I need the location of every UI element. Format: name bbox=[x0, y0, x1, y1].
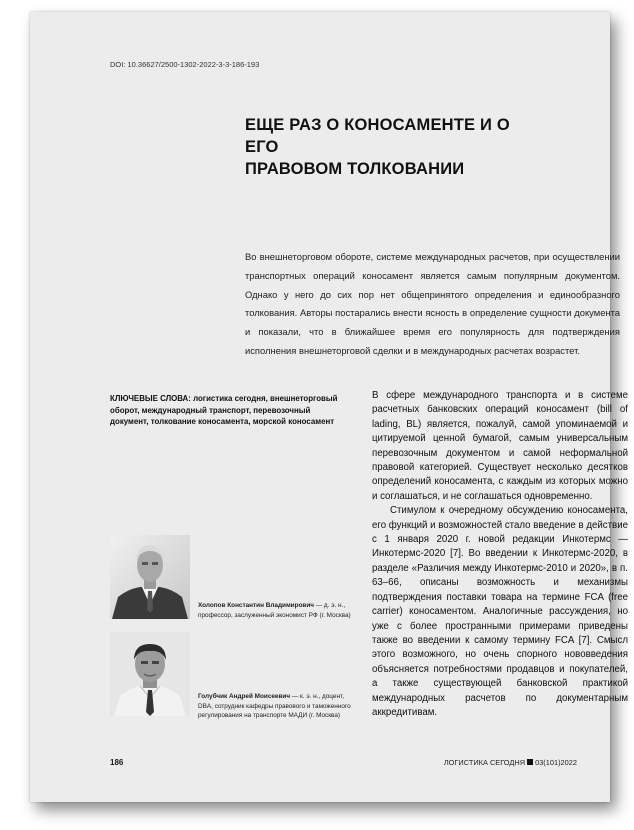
keywords: КЛЮЧЕВЫЕ СЛОВА: логистика сегодня, внешнеторговый оборот, международный транспорт, перевозочный документ, толкование коносамента, морской коносамент bbox=[110, 394, 338, 427]
article-title bbox=[245, 114, 545, 180]
author-photo-2 bbox=[110, 632, 190, 716]
author-photo-1 bbox=[110, 535, 190, 619]
footer-issue: 03(101)2022 bbox=[535, 758, 577, 767]
body-paragraph-1: В сфере международного транспорта и в системе расчетных банковских операций коносамент (bill of lading, BL) является, пожалуй, самой упоминаемой и цитируемой ценной бумагой, самым универсальным перевозочным документом и самой неформальной правовой категорией. Существует несколько десятков определений коносамента, с каждым из которых можно и соглашаться, и не соглашаться одновременно. bbox=[372, 390, 628, 502]
author-2 bbox=[198, 692, 358, 721]
author-2-info: — к. э. н., доцент, DBA, сотрудник кафедры правового и таможенного регулирования на транспорте МАДИ (г. Москва) bbox=[198, 693, 351, 720]
article-body bbox=[372, 389, 628, 720]
title-line-2: ПРАВОВОМ ТОЛКОВАНИИ bbox=[245, 160, 465, 178]
abstract: Во внешнеторговом обороте, системе международных расчетов, при осуществлении транспортных операций коносамент является самым популярным документом. Однако у него до сих пор нет общепринятого определения и единообразного толкования. Авторы постарались внести ясность в определение сущности документа и показали, что в ближайшее время его популярность для подтверждения исполнения внешнеторговой сделки и в международных расчетах возрастет. bbox=[245, 251, 620, 356]
author-1-info: — д. э. н., профессор, заслуженный экономист РФ (г. Москва) bbox=[198, 602, 351, 619]
page-number: 186 bbox=[110, 758, 124, 767]
doi: DOI: 10.36627/2500-1302-2022-3-3-186-193 bbox=[110, 60, 260, 69]
author-1-name: Холопов Константин Владимирович bbox=[198, 602, 314, 609]
footer-journal: ЛОГИСТИКА СЕГОДНЯ bbox=[443, 758, 526, 767]
author-1 bbox=[198, 601, 358, 620]
square-bullet-icon bbox=[527, 759, 533, 765]
author-2-name: Голубчик Андрей Моисеевич bbox=[198, 693, 291, 700]
journal-page bbox=[30, 12, 628, 802]
footer bbox=[444, 758, 577, 767]
title-line-1: ЕЩЕ РАЗ О КОНОСАМЕНТЕ И О ЕГО bbox=[245, 116, 510, 156]
body-paragraph-2: Стимулом к очередному обсуждению коносамента, его функций и возможностей стало введение в действие с 1 января 2020 г. новой редакции Инкотермс — Инкотермс-2020 [7]. Во введении к Инкотермс-2020, в разделе «Различия между Инкотермс-2010 и 2020», в п. 63–66, описаны возможность и механизмы подтверждения поставки товара на термине FCA (free carrier) коносаментом. Аналогичные рассуждения, но уже с более пространными примерами приведены также во введении к самому термину FCA [7]. Смысл этого возможного, но очень спорного нововведения объясняется потребностями продавцов и покупателей, а также существующей банковской практикой международных расчетов по документарным аккредитивам. bbox=[372, 505, 628, 718]
